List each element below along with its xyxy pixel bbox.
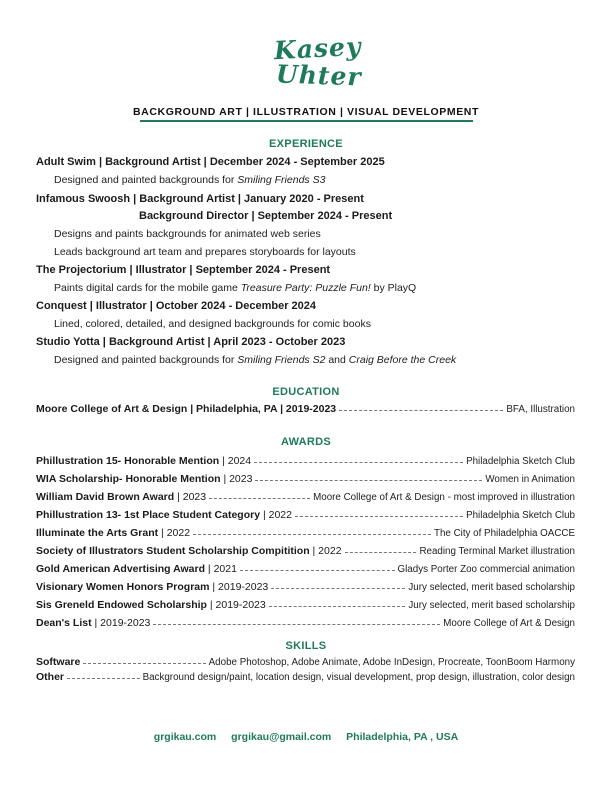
- award-row: [36, 490, 575, 504]
- skills-other-row: [36, 670, 575, 684]
- website-link[interactable]: grgikau.com: [153, 731, 217, 743]
- award-name: Sis Greneld Endowed Scholarship: [36, 599, 207, 611]
- award-year: | 2023: [220, 473, 253, 485]
- leader-dots: [193, 534, 431, 535]
- award-row: [36, 526, 575, 540]
- tagline: BACKGROUND ART | ILLUSTRATION | VISUAL DEVELOPMENT: [132, 106, 479, 118]
- job-heading-conquest: Conquest | Illustrator | October 2024 - December 2024: [36, 300, 317, 312]
- leader-dots: [269, 606, 406, 607]
- award-name: Illuminate the Arts Grant: [36, 527, 159, 539]
- award-name: William David Brown Award: [36, 491, 175, 503]
- education-row: [36, 402, 575, 416]
- award-year: | 2019-2023: [209, 581, 269, 593]
- job-desc-infamous-swoosh-1: Designs and paints backgrounds for animated web series: [54, 228, 321, 240]
- award-name: Dean's List: [36, 617, 92, 629]
- education-degree: BFA, Illustration: [506, 403, 575, 415]
- leader-dots: [153, 624, 440, 625]
- leader-dots: [240, 570, 395, 571]
- award-detail: Philadelphia Sketch Club: [466, 509, 575, 521]
- skills-software-row: [36, 655, 575, 669]
- leader-dots: [339, 410, 503, 411]
- skills-software-label: Software: [36, 656, 81, 668]
- job-heading-infamous-swoosh-director: Background Director | September 2024 - Present: [139, 210, 393, 222]
- location-text: Philadelphia, PA , USA: [346, 731, 459, 743]
- award-row: [36, 598, 575, 612]
- logo-last-name: Uhter: [275, 59, 363, 92]
- name-logo: [236, 31, 376, 98]
- award-row: [36, 580, 575, 594]
- award-detail: The City of Philadelphia OACCE: [433, 527, 575, 539]
- job-heading-studio-yotta: Studio Yotta | Background Artist | April 2023 - October 2023: [36, 336, 346, 348]
- award-name: Phillustration 15- Honorable Mention: [36, 455, 220, 467]
- award-row: [36, 508, 575, 522]
- award-detail: Jury selected, merit based scholarship: [408, 599, 575, 611]
- job-heading-adult-swim: Adult Swim | Background Artist | December 2024 - September 2025: [36, 156, 385, 168]
- job-desc-conquest: Lined, colored, detailed, and designed backgrounds for comic books: [54, 318, 371, 330]
- leader-dots: [271, 588, 405, 589]
- leader-dots: [295, 516, 463, 517]
- award-name: Society of Illustrators Student Scholarship Compitition: [36, 545, 310, 557]
- job-desc-infamous-swoosh-2: Leads background art team and prepares storyboards for layouts: [54, 246, 356, 258]
- award-name: WIA Scholarship- Honorable Mention: [36, 473, 221, 485]
- award-detail: Reading Terminal Market illustration: [419, 545, 575, 557]
- experience-title: EXPERIENCE: [269, 138, 343, 150]
- leader-dots: [345, 552, 417, 553]
- award-detail: Gladys Porter Zoo commercial animation: [397, 563, 575, 575]
- skills-other-label: Other: [36, 671, 65, 683]
- job-heading-projectorium: The Projectorium | Illustrator | September 2024 - Present: [36, 264, 331, 276]
- award-year: | 2024: [219, 455, 252, 467]
- education-school: Moore College of Art & Design | Philadelphia, PA | 2019-2023: [36, 403, 337, 415]
- award-row: [36, 454, 575, 468]
- leader-dots: [83, 663, 205, 664]
- award-row: [36, 616, 575, 630]
- logo-first-name: Kasey: [273, 31, 363, 66]
- award-detail: Moore College of Art & Design - most improved in illustration: [313, 491, 575, 503]
- job-desc-projectorium: Paints digital cards for the mobile game Treasure Party: Puzzle Fun! by PlayQ: [54, 282, 417, 294]
- skills-other-list: Background design/paint, location design, visual development, prop design, illustration, color design: [142, 671, 575, 683]
- leader-dots: [67, 678, 140, 679]
- award-name: Gold American Advertising Award: [36, 563, 206, 575]
- email-link[interactable]: grgikau@gmail.com: [231, 731, 332, 743]
- skills-software-list: Adobe Photoshop, Adobe Animate, Adobe InDesign, Procreate, ToonBoom Harmony: [208, 656, 575, 668]
- award-year: | 2022: [309, 545, 342, 557]
- skills-title: SKILLS: [285, 640, 327, 652]
- award-year: | 2019-2023: [91, 617, 151, 629]
- award-row: [36, 472, 575, 486]
- award-year: | 2022: [260, 509, 292, 521]
- job-heading-infamous-swoosh: Infamous Swoosh | Background Artist | January 2020 - Present: [36, 193, 364, 205]
- award-detail: Women in Animation: [485, 473, 575, 485]
- award-year: | 2019-2023: [206, 599, 266, 611]
- award-detail: Philadelphia Sketch Club: [466, 455, 575, 467]
- award-name: Visionary Women Honors Program: [36, 581, 210, 593]
- contact-footer: [0, 731, 612, 743]
- tagline-underline: [140, 120, 473, 122]
- leader-dots: [254, 462, 463, 463]
- awards-title: AWARDS: [280, 436, 332, 448]
- leader-dots: [255, 480, 482, 481]
- award-row: [36, 544, 575, 558]
- education-title: EDUCATION: [272, 386, 340, 398]
- award-name: Phillustration 13- 1st Place Student Category: [36, 509, 261, 521]
- leader-dots: [209, 498, 310, 499]
- award-year: | 2021: [205, 563, 237, 575]
- job-desc-studio-yotta: Designed and painted backgrounds for Smiling Friends S2 and Craig Before the Creek: [54, 354, 457, 366]
- award-year: | 2023: [174, 491, 207, 503]
- job-desc-adult-swim: Designed and painted backgrounds for Smiling Friends S3: [54, 174, 326, 186]
- award-row: [36, 562, 575, 576]
- award-year: | 2022: [158, 527, 191, 539]
- award-detail: Jury selected, merit based scholarship: [408, 581, 575, 593]
- award-detail: Moore College of Art & Design: [443, 617, 575, 629]
